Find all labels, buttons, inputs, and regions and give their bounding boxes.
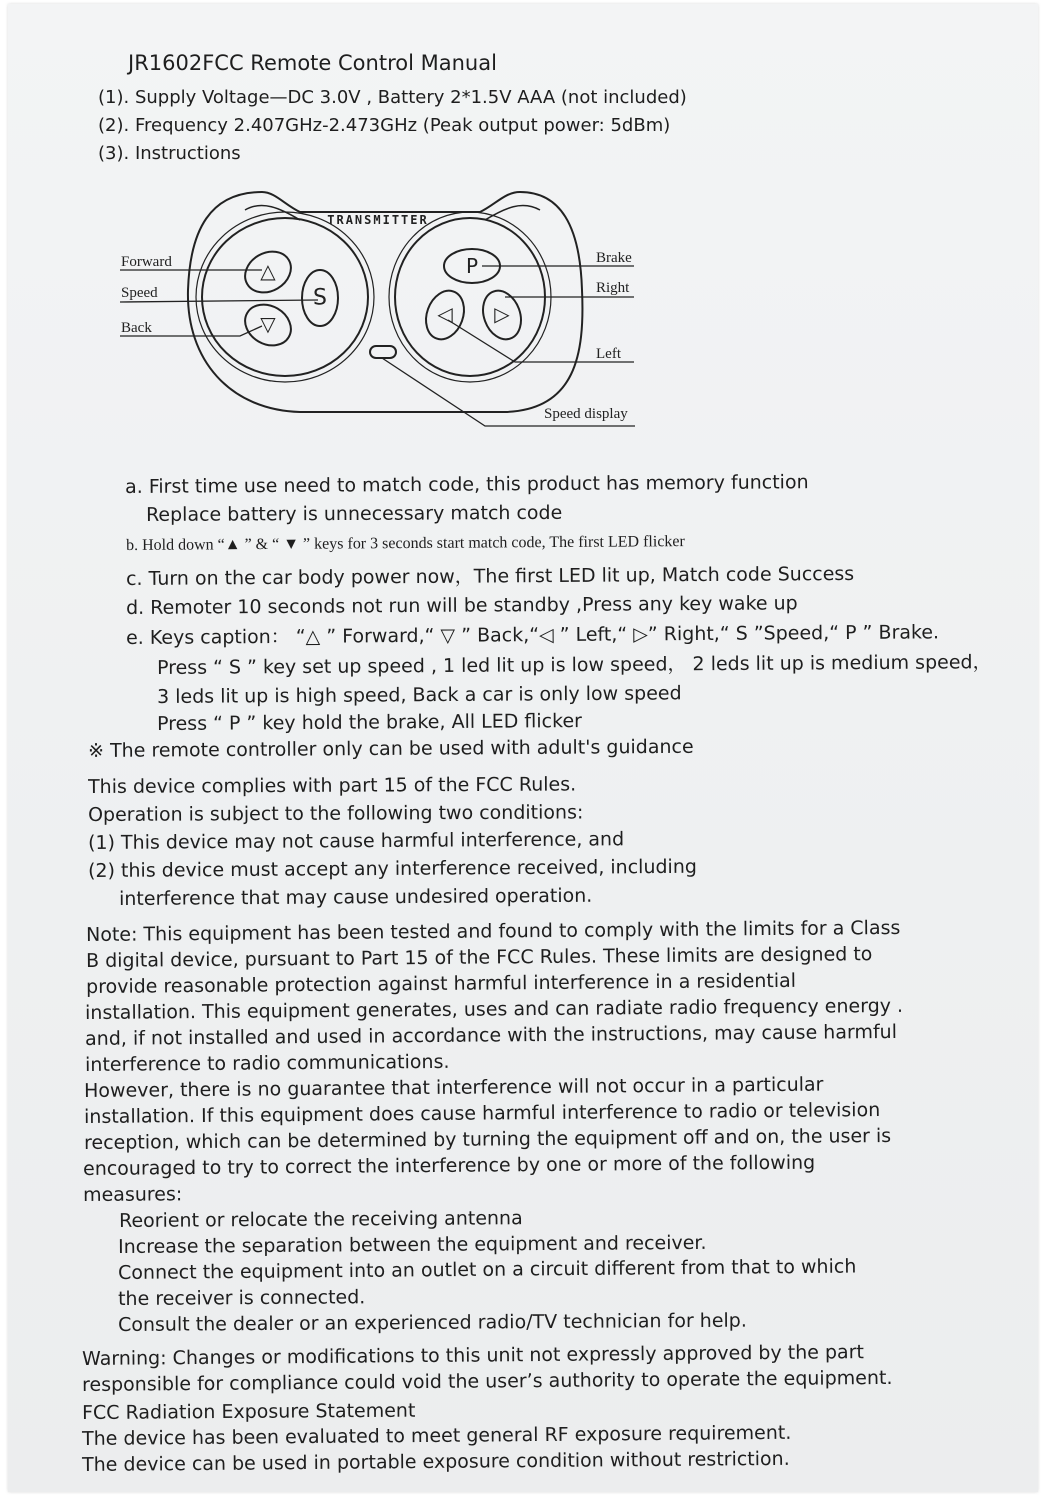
fcc-line-1: This device complies with part 15 of the FCC Rules. <box>87 773 577 798</box>
fcc-measure-1: Reorient or relocate the receiving antenna <box>118 1207 523 1232</box>
right-key-glyph: ▷ <box>494 304 510 326</box>
spec-frequency: (2). Frequency 2.407GHz-2.473GHz (Peak output power: 5dBm) <box>98 115 671 136</box>
label-back: Back <box>121 320 152 336</box>
fcc-measure-3-cont: the receiver is connected. <box>117 1286 366 1310</box>
instruction-e-line1: e. Keys caption： “△ ” Forward,“ ▽ ” Back,“◁ ” Left,“ ▷” Right,“ S ”Speed,“ P ” Brake. <box>125 621 940 649</box>
fcc-measure-4: Consult the dealer or an experienced radio/TV technician for help. <box>117 1309 747 1336</box>
fcc-note-line-1: Note: This equipment has been tested and found to comply with the limits for a Class <box>85 916 901 946</box>
manual-title: JR1602FCC Remote Control Manual <box>128 51 497 75</box>
fcc-condition-2-cont: interference that may cause undesired operation. <box>118 884 593 910</box>
label-left: Left <box>596 346 621 362</box>
instruction-b: b. Hold down “▲ ” & “ ▼ ” keys for 3 seconds start match code, The first LED flicker <box>125 533 685 554</box>
instruction-d: d. Remoter 10 seconds not run will be standby ,Press any key wake up <box>125 592 798 619</box>
fcc-note-line-9: reception, which can be determined by turning the equipment off and on, the user is <box>83 1124 892 1154</box>
warning-line-2: responsible for compliance could void the user’s authority to operate the equipment. <box>81 1366 893 1396</box>
spec-supply-voltage: (1). Supply Voltage—DC 3.0V , Battery 2*1.5V AAA (not included) <box>98 87 687 108</box>
label-brake: Brake <box>596 250 632 266</box>
adult-guidance-note: ※ The remote controller only can be used with adult's guidance <box>87 735 694 762</box>
fcc-note-line-10: encouraged to try to correct the interference by one or more of the following <box>82 1151 816 1180</box>
rf-exposure-heading: FCC Radiation Exposure Statement <box>81 1399 416 1424</box>
label-speed: Speed <box>121 285 158 301</box>
fcc-line-2: Operation is subject to the following two conditions: <box>87 801 584 826</box>
label-forward: Forward <box>121 254 172 270</box>
warning-line-1: Warning: Changes or modifications to this unit not expressly approved by the part <box>81 1341 865 1370</box>
transmitter-label: TRANSMITTER <box>327 213 429 227</box>
fcc-note-line-8: installation. If this equipment does cause harmful interference to radio or television <box>83 1099 881 1128</box>
speed-key-glyph: S <box>313 285 327 311</box>
fcc-note-line-7: However, there is no guarantee that interference will not occur in a particular <box>83 1073 824 1102</box>
fcc-note-line-3: provide reasonable protection against harmful interference in a residential <box>85 969 797 998</box>
instruction-e-line2: Press “ S ” key set up speed , 1 led lit up is low speed， 2 leds lit up is medium speed， <box>156 651 992 679</box>
brake-key-glyph: P <box>465 254 479 278</box>
label-speed-display: Speed display <box>544 406 628 422</box>
fcc-measure-3: Connect the equipment into an outlet on a circuit different from that to which <box>117 1255 857 1284</box>
left-pad-outline <box>202 218 368 376</box>
fcc-note-line-2: B digital device, pursuant to Part 15 of the FCC Rules. These limits are designed to <box>85 943 873 972</box>
instruction-a-line2: Replace battery is unnecessary match code <box>145 501 563 526</box>
instruction-a-line1: a. First time use need to match code, this product has memory function <box>124 471 809 498</box>
fcc-condition-2: (2) this device must accept any interference received, including <box>87 855 697 882</box>
forward-key-glyph: △ <box>260 261 276 283</box>
fcc-measure-2: Increase the separation between the equipment and receiver. <box>117 1231 707 1258</box>
instruction-e-line4: Press “ P ” key hold the brake, All LED flicker <box>156 710 582 735</box>
instruction-e-line3: 3 leds lit up is high speed, Back a car is only low speed <box>156 682 682 708</box>
fcc-note-line-11: measures: <box>82 1183 183 1206</box>
remote-diagram <box>0 0 1059 440</box>
label-right: Right <box>596 280 630 296</box>
fcc-condition-1: (1) This device may not cause harmful interference, and <box>87 828 625 854</box>
fcc-note-line-6: interference to radio communications. <box>84 1050 450 1076</box>
back-key-glyph: ▽ <box>260 314 276 336</box>
fcc-note-line-5: and, if not installed and used in accordance with the instructions, may cause harmful <box>84 1020 898 1050</box>
rf-exposure-line-2: The device can be used in portable exposure condition without restriction. <box>81 1447 790 1476</box>
instruction-c: c. Turn on the car body power now，The first LED lit up, Match code Success <box>125 562 855 590</box>
rf-exposure-line-1: The device has been evaluated to meet general RF exposure requirement. <box>81 1421 792 1450</box>
left-key-glyph: ◁ <box>437 304 453 326</box>
speed-display-led <box>370 346 396 358</box>
fcc-note-line-4: installation. This equipment generates, uses and can radiate radio frequency energy . <box>84 994 904 1024</box>
spec-instructions: (3). Instructions <box>98 143 241 164</box>
